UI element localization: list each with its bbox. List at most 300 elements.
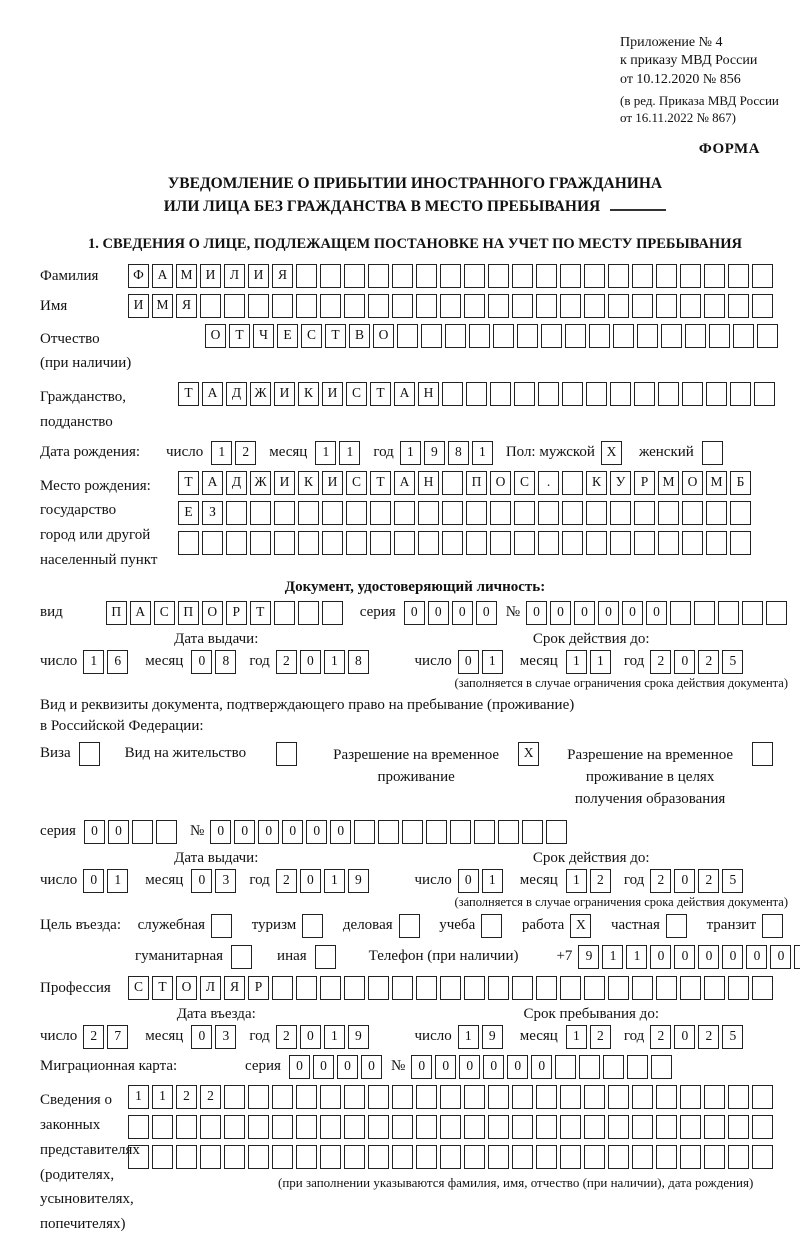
cell[interactable] xyxy=(522,820,543,844)
cell[interactable] xyxy=(320,1145,341,1169)
cell[interactable] xyxy=(656,294,677,318)
cell[interactable] xyxy=(392,976,413,1000)
cell[interactable] xyxy=(200,294,221,318)
cell[interactable] xyxy=(634,531,655,555)
cell[interactable]: 0 xyxy=(300,1025,321,1049)
cell[interactable]: 2 xyxy=(650,869,671,893)
cell[interactable]: 2 xyxy=(698,650,719,674)
cell[interactable] xyxy=(512,1115,533,1139)
cell[interactable]: 9 xyxy=(424,441,445,465)
cell[interactable] xyxy=(680,1115,701,1139)
cell[interactable] xyxy=(490,531,511,555)
cell[interactable] xyxy=(416,264,437,288)
cell[interactable] xyxy=(211,914,232,938)
cell[interactable]: 0 xyxy=(313,1055,334,1079)
cell[interactable] xyxy=(706,531,727,555)
cell[interactable] xyxy=(248,1145,269,1169)
cell[interactable]: 2 xyxy=(698,1025,719,1049)
name-cells[interactable] xyxy=(128,294,776,318)
cell[interactable] xyxy=(517,324,538,348)
migration-number-cells[interactable] xyxy=(411,1055,675,1079)
stay-until-year[interactable] xyxy=(650,1025,746,1049)
cell[interactable]: А xyxy=(394,471,415,495)
cell[interactable] xyxy=(272,1085,293,1109)
cell[interactable] xyxy=(584,1145,605,1169)
cell[interactable]: Т xyxy=(152,976,173,1000)
cell[interactable] xyxy=(320,976,341,1000)
temporary-residence-education-checkbox[interactable] xyxy=(752,742,776,766)
cell[interactable]: 2 xyxy=(650,1025,671,1049)
cell[interactable] xyxy=(370,501,391,525)
cell[interactable] xyxy=(464,976,485,1000)
cell[interactable]: 1 xyxy=(128,1085,149,1109)
cell[interactable]: Л xyxy=(224,264,245,288)
cell[interactable] xyxy=(402,820,423,844)
cell[interactable] xyxy=(586,531,607,555)
doc-number-cells[interactable] xyxy=(526,601,790,625)
cell[interactable]: 2 xyxy=(200,1085,221,1109)
cell[interactable] xyxy=(392,1115,413,1139)
cell[interactable] xyxy=(728,1115,749,1139)
cell[interactable] xyxy=(464,264,485,288)
cell[interactable] xyxy=(560,294,581,318)
cell[interactable] xyxy=(562,382,583,406)
cell[interactable] xyxy=(368,264,389,288)
cell[interactable]: 3 xyxy=(215,869,236,893)
cell[interactable]: 1 xyxy=(482,650,503,674)
cell[interactable]: X xyxy=(570,914,591,938)
cell[interactable]: 0 xyxy=(458,869,479,893)
cell[interactable] xyxy=(274,601,295,625)
cell[interactable] xyxy=(610,531,631,555)
cell[interactable] xyxy=(320,1115,341,1139)
cell[interactable] xyxy=(176,1115,197,1139)
cell[interactable]: 9 xyxy=(578,945,599,969)
cell[interactable]: 1 xyxy=(152,1085,173,1109)
cell[interactable]: О xyxy=(176,976,197,1000)
cell[interactable] xyxy=(315,945,336,969)
cell[interactable] xyxy=(752,294,773,318)
cell[interactable] xyxy=(512,264,533,288)
cell[interactable]: Е xyxy=(277,324,298,348)
cell[interactable] xyxy=(296,264,317,288)
identity-expiry-day[interactable] xyxy=(458,650,506,674)
cell[interactable] xyxy=(488,294,509,318)
cell[interactable]: 0 xyxy=(435,1055,456,1079)
cell[interactable] xyxy=(250,531,271,555)
cell[interactable]: Я xyxy=(224,976,245,1000)
cell[interactable] xyxy=(752,1085,773,1109)
cell[interactable] xyxy=(248,1085,269,1109)
cell[interactable] xyxy=(450,820,471,844)
cell[interactable] xyxy=(250,501,271,525)
cell[interactable]: Т xyxy=(325,324,346,348)
cell[interactable] xyxy=(680,264,701,288)
cell[interactable]: Т xyxy=(178,382,199,406)
cell[interactable]: 1 xyxy=(324,1025,345,1049)
cell[interactable]: Ч xyxy=(253,324,274,348)
cell[interactable] xyxy=(680,1145,701,1169)
cell[interactable]: С xyxy=(514,471,535,495)
cell[interactable] xyxy=(418,501,439,525)
cell[interactable] xyxy=(682,531,703,555)
cell[interactable] xyxy=(632,1085,653,1109)
cell[interactable] xyxy=(730,382,751,406)
cell[interactable] xyxy=(608,1085,629,1109)
cell[interactable] xyxy=(752,1145,773,1169)
cell[interactable]: 0 xyxy=(258,820,279,844)
cell[interactable]: 0 xyxy=(300,869,321,893)
cell[interactable]: Д xyxy=(226,471,247,495)
cell[interactable] xyxy=(728,1145,749,1169)
cell[interactable] xyxy=(608,1145,629,1169)
cell[interactable]: 0 xyxy=(674,945,695,969)
cell[interactable] xyxy=(514,382,535,406)
cell[interactable] xyxy=(493,324,514,348)
cell[interactable] xyxy=(536,1085,557,1109)
cell[interactable] xyxy=(546,820,567,844)
cell[interactable] xyxy=(608,976,629,1000)
residence-issue-year[interactable] xyxy=(276,869,372,893)
cell[interactable]: Л xyxy=(200,976,221,1000)
cell[interactable] xyxy=(536,264,557,288)
cell[interactable] xyxy=(392,1085,413,1109)
cell[interactable] xyxy=(656,264,677,288)
cell[interactable]: А xyxy=(152,264,173,288)
cell[interactable] xyxy=(560,1085,581,1109)
cell[interactable]: О xyxy=(205,324,226,348)
cell[interactable]: 1 xyxy=(324,650,345,674)
cell[interactable]: 2 xyxy=(698,869,719,893)
cell[interactable]: 2 xyxy=(276,650,297,674)
purpose-transit-checkbox[interactable] xyxy=(762,914,786,938)
cell[interactable] xyxy=(608,264,629,288)
visa-checkbox[interactable] xyxy=(79,742,103,766)
cell[interactable] xyxy=(490,501,511,525)
cell[interactable] xyxy=(610,501,631,525)
cell[interactable]: 0 xyxy=(191,650,212,674)
cell[interactable]: А xyxy=(394,382,415,406)
cell[interactable] xyxy=(634,382,655,406)
cell[interactable]: И xyxy=(322,382,343,406)
cell[interactable] xyxy=(565,324,586,348)
cell[interactable] xyxy=(354,820,375,844)
cell[interactable]: 0 xyxy=(476,601,497,625)
cell[interactable] xyxy=(730,531,751,555)
cell[interactable] xyxy=(440,264,461,288)
cell[interactable] xyxy=(466,382,487,406)
cell[interactable]: А xyxy=(202,382,223,406)
cell[interactable] xyxy=(421,324,442,348)
cell[interactable]: 1 xyxy=(626,945,647,969)
cell[interactable] xyxy=(579,1055,600,1079)
cell[interactable]: 2 xyxy=(650,650,671,674)
cell[interactable] xyxy=(344,264,365,288)
cell[interactable]: 1 xyxy=(472,441,493,465)
cell[interactable] xyxy=(512,1085,533,1109)
cell[interactable] xyxy=(584,264,605,288)
cell[interactable]: 0 xyxy=(622,601,643,625)
purpose-other-checkbox[interactable] xyxy=(315,945,339,969)
cell[interactable]: О xyxy=(490,471,511,495)
purpose-tourism-checkbox[interactable] xyxy=(302,914,326,938)
cell[interactable] xyxy=(200,1145,221,1169)
cell[interactable] xyxy=(752,976,773,1000)
cell[interactable]: 0 xyxy=(483,1055,504,1079)
cell[interactable]: А xyxy=(130,601,151,625)
cell[interactable] xyxy=(762,914,783,938)
cell[interactable]: Я xyxy=(176,294,197,318)
cell[interactable] xyxy=(392,264,413,288)
cell[interactable] xyxy=(637,324,658,348)
cell[interactable]: Б xyxy=(730,471,751,495)
residence-permit-checkbox[interactable] xyxy=(276,742,300,766)
cell[interactable]: И xyxy=(274,382,295,406)
cell[interactable] xyxy=(426,820,447,844)
cell[interactable]: М xyxy=(706,471,727,495)
cell[interactable]: 0 xyxy=(550,601,571,625)
cell[interactable] xyxy=(670,601,691,625)
cell[interactable] xyxy=(608,294,629,318)
identity-issue-day[interactable] xyxy=(83,650,131,674)
cell[interactable]: 0 xyxy=(458,650,479,674)
cell[interactable]: 2 xyxy=(276,1025,297,1049)
cell[interactable]: Н xyxy=(418,471,439,495)
cell[interactable] xyxy=(466,531,487,555)
cell[interactable] xyxy=(704,1115,725,1139)
cell[interactable]: 1 xyxy=(339,441,360,465)
cell[interactable] xyxy=(658,382,679,406)
cell[interactable] xyxy=(706,501,727,525)
cell[interactable]: 0 xyxy=(361,1055,382,1079)
cell[interactable] xyxy=(322,601,343,625)
cell[interactable]: 1 xyxy=(602,945,623,969)
cell[interactable] xyxy=(586,501,607,525)
cell[interactable] xyxy=(498,820,519,844)
cell[interactable] xyxy=(634,501,655,525)
cell[interactable] xyxy=(490,382,511,406)
cell[interactable] xyxy=(560,976,581,1000)
cell[interactable] xyxy=(344,1145,365,1169)
cell[interactable]: 1 xyxy=(211,441,232,465)
cell[interactable] xyxy=(752,264,773,288)
cell[interactable]: 0 xyxy=(306,820,327,844)
cell[interactable]: 1 xyxy=(590,650,611,674)
cell[interactable] xyxy=(680,1085,701,1109)
doc-type-cells[interactable] xyxy=(106,601,346,625)
cell[interactable]: 2 xyxy=(235,441,256,465)
cell[interactable] xyxy=(276,742,297,766)
patronymic-cells[interactable] xyxy=(205,324,781,348)
cell[interactable] xyxy=(766,601,787,625)
cell[interactable] xyxy=(682,382,703,406)
residence-expiry-month[interactable] xyxy=(566,869,614,893)
cell[interactable]: Т xyxy=(178,471,199,495)
cell[interactable]: 9 xyxy=(348,1025,369,1049)
cell[interactable] xyxy=(445,324,466,348)
cell[interactable] xyxy=(440,1145,461,1169)
cell[interactable] xyxy=(680,294,701,318)
cell[interactable] xyxy=(742,601,763,625)
cell[interactable]: М xyxy=(658,471,679,495)
cell[interactable] xyxy=(666,914,687,938)
cell[interactable]: 5 xyxy=(722,1025,743,1049)
cell[interactable] xyxy=(704,264,725,288)
purpose-private-checkbox[interactable] xyxy=(666,914,690,938)
cell[interactable]: 0 xyxy=(526,601,547,625)
cell[interactable] xyxy=(555,1055,576,1079)
migration-series-cells[interactable] xyxy=(289,1055,385,1079)
cell[interactable] xyxy=(298,531,319,555)
cell[interactable] xyxy=(178,531,199,555)
cell[interactable] xyxy=(272,976,293,1000)
cell[interactable]: 0 xyxy=(698,945,719,969)
cell[interactable] xyxy=(752,1115,773,1139)
cell[interactable]: К xyxy=(298,471,319,495)
cell[interactable] xyxy=(608,1115,629,1139)
entry-month[interactable] xyxy=(191,1025,239,1049)
cell[interactable] xyxy=(704,1085,725,1109)
cell[interactable] xyxy=(440,294,461,318)
temporary-residence-checkbox[interactable] xyxy=(518,742,542,766)
identity-expiry-month[interactable] xyxy=(566,650,614,674)
cell[interactable] xyxy=(368,1115,389,1139)
cell[interactable]: 2 xyxy=(83,1025,104,1049)
cell[interactable]: И xyxy=(274,471,295,495)
cell[interactable]: М xyxy=(176,264,197,288)
cell[interactable]: 1 xyxy=(482,869,503,893)
cell[interactable]: 1 xyxy=(324,869,345,893)
cell[interactable] xyxy=(488,264,509,288)
cell[interactable] xyxy=(488,1145,509,1169)
cell[interactable] xyxy=(514,501,535,525)
cell[interactable]: Т xyxy=(229,324,250,348)
cell[interactable] xyxy=(231,945,252,969)
cell[interactable]: 0 xyxy=(337,1055,358,1079)
cell[interactable] xyxy=(394,531,415,555)
cell[interactable]: X xyxy=(601,441,622,465)
cell[interactable] xyxy=(586,382,607,406)
cell[interactable] xyxy=(709,324,730,348)
cell[interactable] xyxy=(704,294,725,318)
cell[interactable] xyxy=(79,742,100,766)
cell[interactable]: С xyxy=(346,382,367,406)
cell[interactable] xyxy=(418,531,439,555)
cell[interactable]: И xyxy=(248,264,269,288)
cell[interactable]: О xyxy=(373,324,394,348)
cell[interactable]: У xyxy=(610,471,631,495)
cell[interactable]: 0 xyxy=(598,601,619,625)
cell[interactable] xyxy=(752,742,773,766)
cell[interactable]: С xyxy=(346,471,367,495)
cell[interactable]: Я xyxy=(272,264,293,288)
cell[interactable] xyxy=(442,531,463,555)
cell[interactable] xyxy=(322,501,343,525)
cell[interactable] xyxy=(416,1145,437,1169)
cell[interactable] xyxy=(226,501,247,525)
phone-cells[interactable] xyxy=(578,945,800,969)
cell[interactable] xyxy=(224,1085,245,1109)
cell[interactable] xyxy=(560,264,581,288)
cell[interactable] xyxy=(466,501,487,525)
cell[interactable] xyxy=(514,531,535,555)
cell[interactable]: 0 xyxy=(210,820,231,844)
cell[interactable]: К xyxy=(298,382,319,406)
cell[interactable]: 0 xyxy=(674,1025,695,1049)
cell[interactable]: 0 xyxy=(83,869,104,893)
cell[interactable] xyxy=(399,914,420,938)
cell[interactable]: И xyxy=(322,471,343,495)
cell[interactable]: З xyxy=(202,501,223,525)
cell[interactable]: 1 xyxy=(400,441,421,465)
cell[interactable] xyxy=(368,976,389,1000)
cell[interactable]: 0 xyxy=(428,601,449,625)
cell[interactable] xyxy=(224,294,245,318)
cell[interactable] xyxy=(651,1055,672,1079)
cell[interactable] xyxy=(481,914,502,938)
title-blank-line[interactable] xyxy=(610,197,666,211)
cell[interactable]: 0 xyxy=(650,945,671,969)
cell[interactable] xyxy=(658,531,679,555)
cell[interactable]: Р xyxy=(226,601,247,625)
cell[interactable]: 0 xyxy=(531,1055,552,1079)
cell[interactable] xyxy=(368,1085,389,1109)
cell[interactable] xyxy=(202,531,223,555)
birth-place-cells-row3[interactable] xyxy=(178,531,754,555)
cell[interactable] xyxy=(442,382,463,406)
cell[interactable] xyxy=(536,294,557,318)
cell[interactable] xyxy=(702,441,723,465)
identity-issue-month[interactable] xyxy=(191,650,239,674)
cell[interactable] xyxy=(464,1115,485,1139)
cell[interactable] xyxy=(728,294,749,318)
birth-day-cells[interactable] xyxy=(211,441,259,465)
cell[interactable] xyxy=(296,976,317,1000)
cell[interactable] xyxy=(296,1115,317,1139)
cell[interactable]: 0 xyxy=(507,1055,528,1079)
stay-until-month[interactable] xyxy=(566,1025,614,1049)
surname-cells[interactable] xyxy=(128,264,776,288)
residence-number-cells[interactable] xyxy=(210,820,570,844)
representatives-cells-row3[interactable] xyxy=(128,1145,776,1169)
cell[interactable] xyxy=(464,1085,485,1109)
cell[interactable] xyxy=(368,294,389,318)
cell[interactable]: П xyxy=(106,601,127,625)
cell[interactable] xyxy=(128,1145,149,1169)
cell[interactable] xyxy=(416,1085,437,1109)
cell[interactable]: Т xyxy=(370,471,391,495)
cell[interactable] xyxy=(757,324,778,348)
cell[interactable]: И xyxy=(200,264,221,288)
cell[interactable] xyxy=(132,820,153,844)
cell[interactable]: 1 xyxy=(566,869,587,893)
cell[interactable] xyxy=(200,1115,221,1139)
cell[interactable] xyxy=(538,531,559,555)
cell[interactable] xyxy=(320,1085,341,1109)
cell[interactable] xyxy=(512,976,533,1000)
cell[interactable]: 2 xyxy=(590,869,611,893)
cell[interactable]: П xyxy=(466,471,487,495)
cell[interactable] xyxy=(656,1145,677,1169)
cell[interactable] xyxy=(512,1145,533,1169)
cell[interactable]: 9 xyxy=(348,869,369,893)
cell[interactable] xyxy=(538,501,559,525)
sex-female-checkbox[interactable] xyxy=(702,441,726,465)
cell[interactable] xyxy=(610,382,631,406)
cell[interactable] xyxy=(274,531,295,555)
cell[interactable]: К xyxy=(586,471,607,495)
cell[interactable]: 0 xyxy=(234,820,255,844)
